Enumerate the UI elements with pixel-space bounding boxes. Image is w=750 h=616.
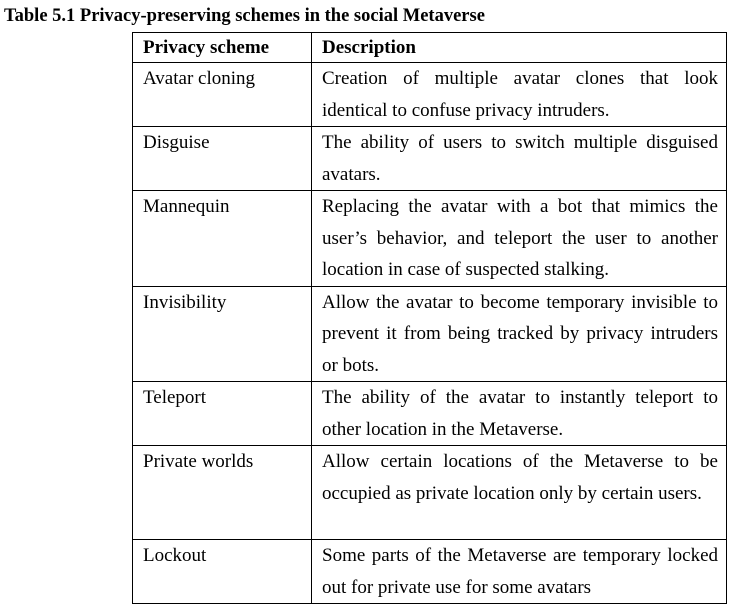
table-caption: Table 5.1 Privacy-preserving schemes in the social Metaverse — [4, 6, 485, 26]
description-cell: Allow certain locations of the Metaverse to be occupied as private location only by certain users. — [312, 446, 727, 540]
privacy-schemes-table — [132, 32, 727, 604]
scheme-cell: Lockout — [133, 540, 312, 604]
header-privacy-scheme: Privacy scheme — [133, 33, 312, 63]
table-row — [133, 63, 727, 127]
description-cell: Replacing the avatar with a bot that mimics the user’s behavior, and teleport the user to another location in case of suspected stalking. — [312, 191, 727, 287]
header-description: Description — [312, 33, 727, 63]
table-row — [133, 382, 727, 446]
table-row — [133, 446, 727, 540]
description-cell: The ability of users to switch multiple disguised avatars. — [312, 127, 727, 191]
scheme-cell: Mannequin — [133, 191, 312, 287]
scheme-cell: Teleport — [133, 382, 312, 446]
description-cell: Creation of multiple avatar clones that look identical to confuse privacy intruders. — [312, 63, 727, 127]
description-cell: Some parts of the Metaverse are temporary locked out for private use for some avatars — [312, 540, 727, 604]
table-row — [133, 191, 727, 287]
description-cell: The ability of the avatar to instantly teleport to other location in the Metaverse. — [312, 382, 727, 446]
table-header-row — [133, 33, 727, 63]
scheme-cell: Private worlds — [133, 446, 312, 540]
scheme-cell: Invisibility — [133, 286, 312, 382]
scheme-cell: Disguise — [133, 127, 312, 191]
table-row — [133, 540, 727, 604]
scheme-cell: Avatar cloning — [133, 63, 312, 127]
table-row — [133, 286, 727, 382]
table-row — [133, 127, 727, 191]
description-cell: Allow the avatar to become temporary invisible to prevent it from being tracked by privacy intruders or bots. — [312, 286, 727, 382]
